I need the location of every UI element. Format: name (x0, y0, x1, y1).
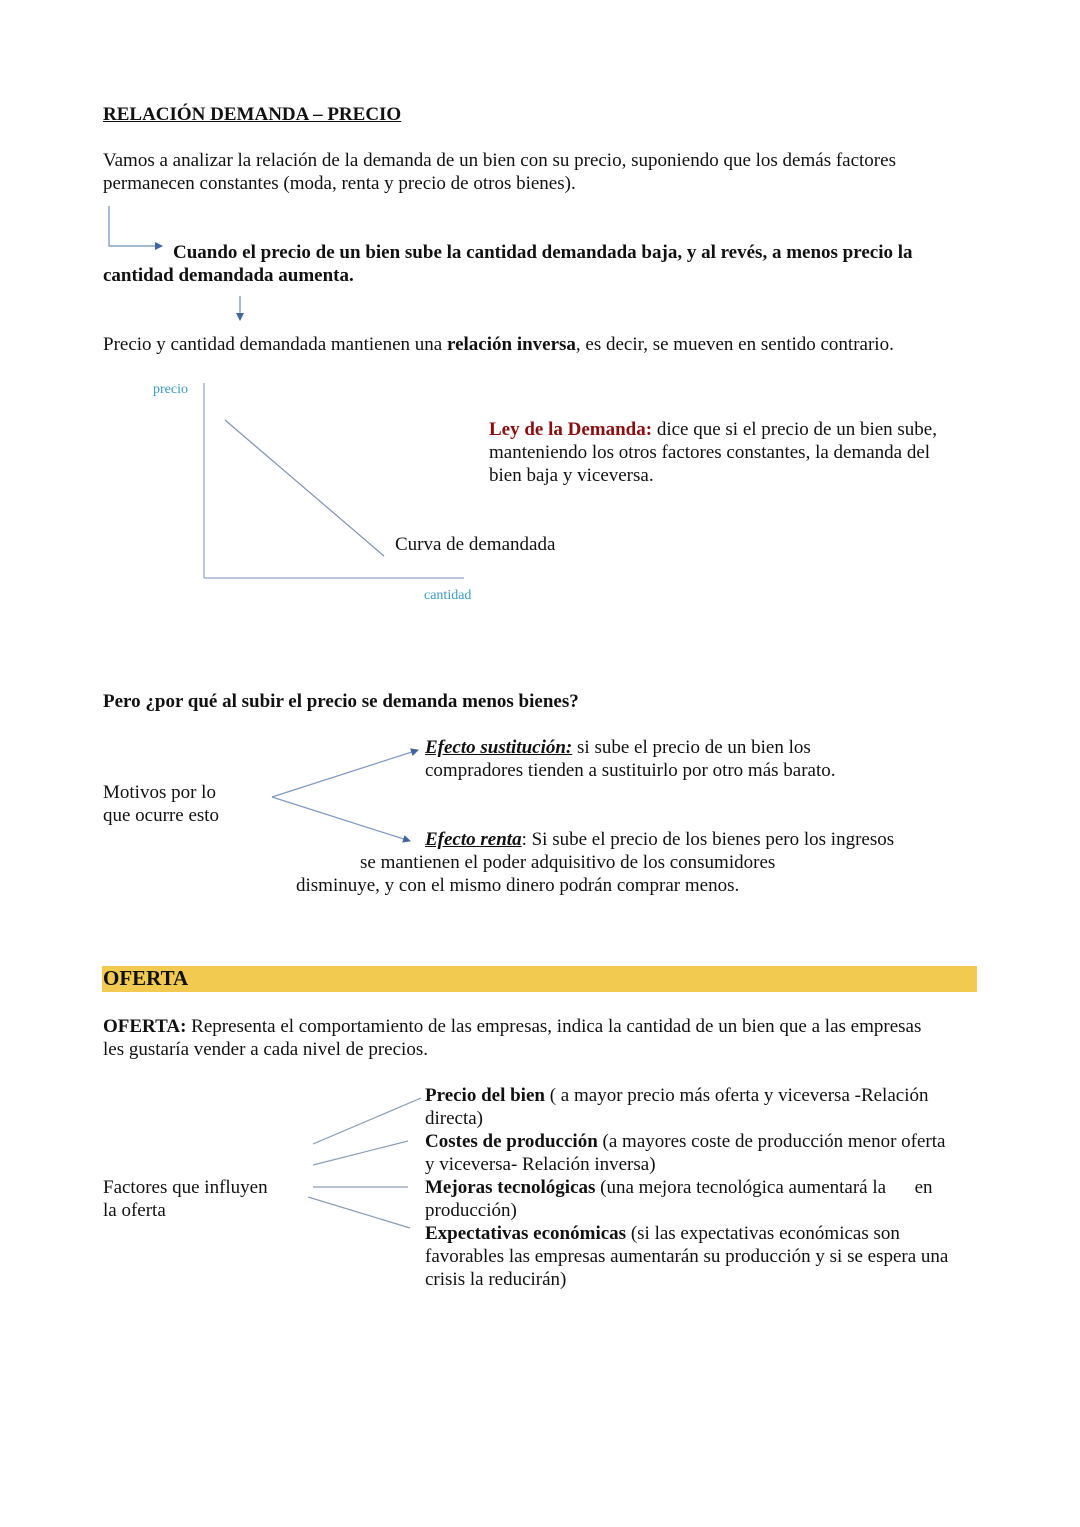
factor-item (425, 1222, 985, 1291)
factor-term: Precio del bien (425, 1085, 545, 1106)
factor-desc: producción) (425, 1200, 517, 1221)
factors-list (425, 1084, 985, 1291)
effect-income-term: Efecto renta (425, 829, 522, 850)
factor-item (425, 1130, 985, 1176)
effect-income-line-1: : Si sube el precio de los bienes pero los ingresos (521, 829, 895, 850)
law-of-demand (489, 418, 979, 487)
intro-paragraph (103, 149, 983, 195)
effect-substitution-line-2: compradores tienden a sustituirlo por otro más barato. (425, 760, 836, 781)
section-title-demand: RELACIÓN DEMANDA – PRECIO (103, 104, 402, 125)
factor-term: Expectativas económicas (425, 1223, 627, 1244)
motives-label (103, 781, 219, 827)
arrow-to-substitution-icon (272, 750, 418, 797)
law-term: Ley de la Demanda: (489, 419, 653, 440)
factor-term: Mejoras tecnológicas (425, 1177, 596, 1198)
curve-annotation: Curva de demandada (395, 534, 556, 555)
supply-definition (103, 1015, 983, 1061)
law-line-1: dice que si el precio de un bien sube, (652, 419, 937, 440)
factor-desc: favorables las empresas aumentarán su producción y si se espera una (425, 1246, 949, 1267)
factors-line-2: la oferta (103, 1200, 166, 1221)
demand-curve-line (225, 420, 384, 556)
section-title-supply: OFERTA (103, 966, 189, 990)
factor-term: Costes de producción (425, 1131, 598, 1152)
factor-desc: ( a mayor precio más oferta y viceversa -Relación (544, 1085, 929, 1106)
effect-substitution-term: Efecto sustitución: (425, 737, 573, 758)
effect-substitution (425, 736, 945, 782)
inverse-post: , es decir, se mueven en sentido contrario. (575, 334, 894, 355)
factor-desc: crisis la reducirán) (425, 1269, 567, 1290)
rule-line-2: cantidad demandada aumenta. (103, 265, 354, 286)
effect-income (425, 828, 965, 851)
factor-desc: (una mejora tecnológica aumentará la en (595, 1177, 933, 1198)
inverse-bold-term: relación inversa (446, 334, 576, 355)
elbow-arrow-icon (109, 206, 162, 246)
rule-paragraph (103, 241, 983, 287)
section-band-supply (102, 966, 977, 992)
intro-line-1: Vamos a analizar la relación de la demanda de un bien con su precio, suponiendo que los demás factores (103, 150, 896, 171)
factor-desc: (si las expectativas económicas son (626, 1223, 900, 1244)
supply-def-line-1: Representa el comportamiento de las empresas, indica la cantidad de un bien que a las empresas (186, 1016, 922, 1037)
factor-line-2 (313, 1141, 408, 1165)
law-line-3: bien baja y viceversa. (489, 465, 654, 486)
factor-line-1 (313, 1098, 421, 1144)
factor-desc: (a mayores coste de producción menor oferta (597, 1131, 946, 1152)
law-line-2: manteniendo los otros factores constantes, la demanda del (489, 442, 931, 463)
motives-line-1: Motivos por lo (103, 782, 216, 803)
y-axis-label: precio (153, 382, 188, 397)
motives-line-2: que ocurre esto (103, 805, 220, 826)
factor-line-4 (308, 1197, 410, 1228)
supply-def-term: OFERTA: (103, 1016, 187, 1037)
factors-label (103, 1176, 268, 1222)
inverse-pre: Precio y cantidad demandada mantienen una (103, 334, 447, 355)
rule-line-1: Cuando el precio de un bien sube la cantidad demandada baja, y al revés, a menos precio la (173, 242, 913, 263)
intro-line-2: permanecen constantes (moda, renta y precio de otros bienes). (103, 173, 576, 194)
inverse-relation-paragraph (103, 333, 983, 356)
x-axis-label: cantidad (424, 588, 472, 603)
factors-line-1: Factores que influyen (103, 1177, 268, 1198)
factor-item (425, 1176, 985, 1222)
why-question: Pero ¿por qué al subir el precio se demanda menos bienes? (103, 691, 579, 712)
supply-def-line-2: les gustaría vender a cada nivel de precios. (103, 1039, 428, 1060)
factor-desc: directa) (425, 1108, 484, 1129)
effect-substitution-line-1: si sube el precio de un bien los (572, 737, 811, 758)
effect-income-line-2: se mantienen el poder adquisitivo de los consumidores (360, 852, 776, 873)
factor-desc: y viceversa- Relación inversa) (425, 1154, 656, 1175)
factor-item (425, 1084, 985, 1130)
arrow-to-income-icon (272, 797, 410, 841)
effect-income-line-3: disminuye, y con el mismo dinero podrán comprar menos. (296, 875, 740, 896)
